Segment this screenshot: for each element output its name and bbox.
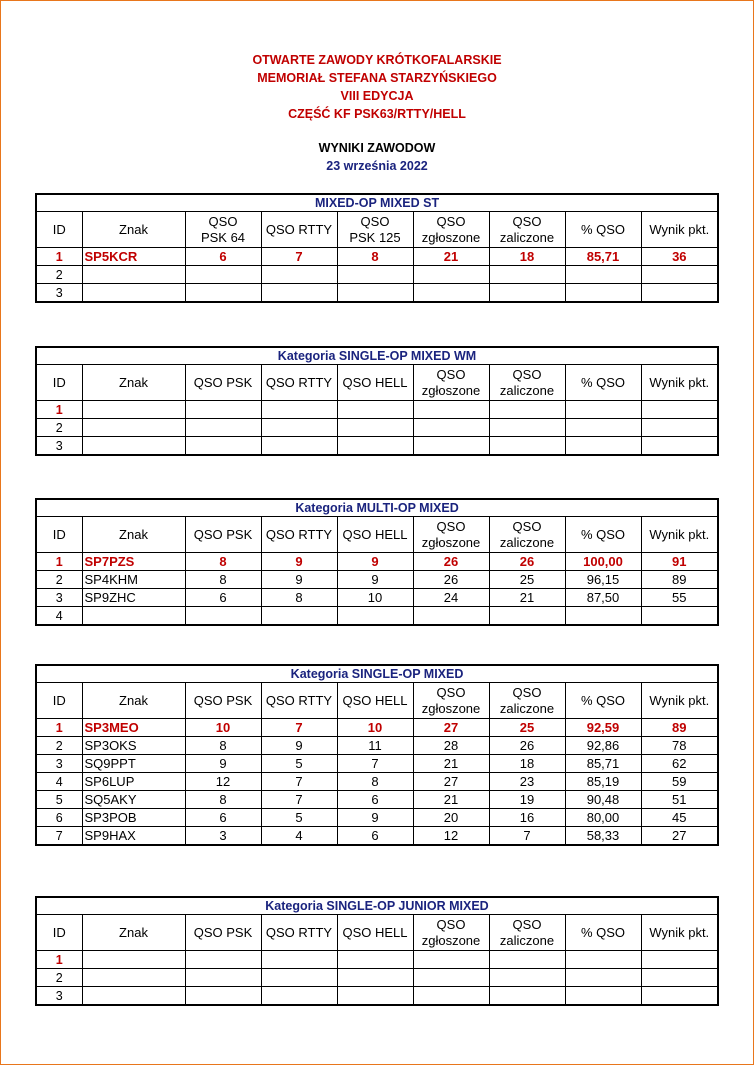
table-cell: [413, 284, 489, 303]
table-cell: 6: [185, 589, 261, 607]
table-cell: 8: [185, 553, 261, 571]
table-cell: 59: [641, 773, 718, 791]
table-cell: [565, 419, 641, 437]
table-cell: [337, 969, 413, 987]
table-cell: 4: [261, 827, 337, 846]
table-cell: 8: [337, 248, 413, 266]
cell-callsign: SP3OKS: [82, 737, 185, 755]
table-cell: 51: [641, 791, 718, 809]
table-cell: [261, 266, 337, 284]
table-cell: 10: [185, 719, 261, 737]
table-cell: [185, 437, 261, 456]
table-cell: [489, 987, 565, 1006]
cell-callsign: [82, 266, 185, 284]
table-row: [36, 571, 718, 589]
cell-id: 1: [36, 951, 82, 969]
column-header: QSO zgłoszone: [413, 212, 489, 248]
column-header: % QSO: [565, 915, 641, 951]
cell-id: 3: [36, 589, 82, 607]
table-cell: 9: [261, 571, 337, 589]
column-header: QSO zgłoszone: [413, 683, 489, 719]
cell-callsign: [82, 951, 185, 969]
table-cell: 23: [489, 773, 565, 791]
cell-id: 2: [36, 969, 82, 987]
table-cell: 7: [261, 248, 337, 266]
column-header: % QSO: [565, 517, 641, 553]
cell-id: 2: [36, 419, 82, 437]
table-cell: 92,86: [565, 737, 641, 755]
table-header-row: [36, 212, 718, 248]
column-header: QSO zgłoszone: [413, 915, 489, 951]
cell-id: 1: [36, 553, 82, 571]
table-cell: [489, 607, 565, 626]
column-header: Znak: [82, 212, 185, 248]
table-cell: [185, 951, 261, 969]
table-cell: [413, 607, 489, 626]
table-cell: [413, 419, 489, 437]
table-cell: 85,71: [565, 755, 641, 773]
table-cell: 91: [641, 553, 718, 571]
table-cell: 21: [413, 248, 489, 266]
table-cell: 6: [185, 809, 261, 827]
table-cell: 12: [413, 827, 489, 846]
cell-id: 5: [36, 791, 82, 809]
table-cell: 8: [185, 791, 261, 809]
table-cell: 5: [261, 755, 337, 773]
table-cell: [489, 266, 565, 284]
table-cell: 9: [261, 553, 337, 571]
table-cell: 6: [337, 791, 413, 809]
table-cell: [641, 266, 718, 284]
column-header: QSO HELL: [337, 517, 413, 553]
table-cell: [489, 437, 565, 456]
column-header: QSO zgłoszone: [413, 365, 489, 401]
cell-callsign: [82, 284, 185, 303]
cell-callsign: SP6LUP: [82, 773, 185, 791]
column-header: QSO PSK: [185, 915, 261, 951]
column-header: % QSO: [565, 365, 641, 401]
column-header: Wynik pkt.: [641, 365, 718, 401]
table-cell: 21: [489, 589, 565, 607]
table-cell: [337, 266, 413, 284]
table-cell: [185, 284, 261, 303]
column-header: QSO RTTY: [261, 212, 337, 248]
column-header: ID: [36, 212, 82, 248]
column-header: Znak: [82, 365, 185, 401]
table-cell: 100,00: [565, 553, 641, 571]
table-cell: [641, 987, 718, 1006]
table-cell: [565, 969, 641, 987]
table-cell: [185, 401, 261, 419]
column-header: QSO zaliczone: [489, 517, 565, 553]
table-cell: 10: [337, 719, 413, 737]
table-cell: [489, 951, 565, 969]
column-header: % QSO: [565, 212, 641, 248]
table-cell: 12: [185, 773, 261, 791]
table-cell: [489, 401, 565, 419]
table-cell: [641, 607, 718, 626]
table-row: [36, 969, 718, 987]
table-cell: 55: [641, 589, 718, 607]
cell-id: 3: [36, 284, 82, 303]
table-cell: [337, 607, 413, 626]
cell-callsign: SP3MEO: [82, 719, 185, 737]
table-cell: [261, 437, 337, 456]
table-cell: 26: [489, 737, 565, 755]
cell-callsign: SP5KCR: [82, 248, 185, 266]
table-cell: [261, 401, 337, 419]
table-cell: 7: [489, 827, 565, 846]
table-cell: 26: [413, 553, 489, 571]
table-header-row: [36, 365, 718, 401]
results-table-2: [35, 346, 719, 456]
table-cell: [261, 607, 337, 626]
cell-id: 3: [36, 987, 82, 1006]
table-cell: 18: [489, 755, 565, 773]
table-cell: [641, 401, 718, 419]
table-cell: 8: [261, 589, 337, 607]
table-row: [36, 401, 718, 419]
column-header: QSO PSK 64: [185, 212, 261, 248]
column-header: QSO PSK: [185, 683, 261, 719]
column-header: QSO PSK 125: [337, 212, 413, 248]
table-cell: 8: [337, 773, 413, 791]
cell-callsign: [82, 419, 185, 437]
cell-id: 4: [36, 607, 82, 626]
column-header: ID: [36, 517, 82, 553]
table-cell: 89: [641, 571, 718, 589]
column-header: QSO zaliczone: [489, 683, 565, 719]
table-row: [36, 987, 718, 1006]
column-header: Wynik pkt.: [641, 915, 718, 951]
table-row: [36, 737, 718, 755]
table-cell: 90,48: [565, 791, 641, 809]
table-cell: [337, 401, 413, 419]
table-cell: 20: [413, 809, 489, 827]
table-cell: 7: [261, 791, 337, 809]
part-title: CZĘŚĆ KF PSK63/RTTY/HELL: [288, 107, 466, 121]
column-header: QSO HELL: [337, 915, 413, 951]
table-cell: 19: [489, 791, 565, 809]
cell-callsign: [82, 401, 185, 419]
table-cell: 80,00: [565, 809, 641, 827]
table-cell: [565, 951, 641, 969]
table-cell: 27: [641, 827, 718, 846]
column-header: QSO zgłoszone: [413, 517, 489, 553]
column-header: ID: [36, 365, 82, 401]
column-header: ID: [36, 683, 82, 719]
table-cell: 9: [337, 809, 413, 827]
column-header: QSO RTTY: [261, 683, 337, 719]
column-header: QSO zaliczone: [489, 365, 565, 401]
table-cell: [641, 419, 718, 437]
table-cell: [641, 284, 718, 303]
table-cell: [261, 951, 337, 969]
column-header: Wynik pkt.: [641, 517, 718, 553]
cell-callsign: SP3POB: [82, 809, 185, 827]
table-cell: [185, 969, 261, 987]
table-row: [36, 809, 718, 827]
table-cell: [641, 437, 718, 456]
column-header: QSO PSK: [185, 517, 261, 553]
table-cell: 89: [641, 719, 718, 737]
table-cell: 62: [641, 755, 718, 773]
table-row: [36, 607, 718, 626]
column-header: Wynik pkt.: [641, 212, 718, 248]
table-cell: [337, 951, 413, 969]
column-header: Znak: [82, 683, 185, 719]
memorial-title: MEMORIAŁ STEFANA STARZYŃSKIEGO: [257, 71, 497, 85]
table-cell: 28: [413, 737, 489, 755]
table-cell: 96,15: [565, 571, 641, 589]
table-cell: 27: [413, 719, 489, 737]
table-cell: 92,59: [565, 719, 641, 737]
cell-id: 4: [36, 773, 82, 791]
table-cell: 85,19: [565, 773, 641, 791]
table-cell: 9: [337, 571, 413, 589]
cell-callsign: [82, 607, 185, 626]
table-cell: [261, 419, 337, 437]
table-row: [36, 437, 718, 456]
cell-callsign: SP4KHM: [82, 571, 185, 589]
table-cell: [261, 969, 337, 987]
column-header: QSO zaliczone: [489, 915, 565, 951]
table-cell: 18: [489, 248, 565, 266]
cell-id: 3: [36, 755, 82, 773]
table-title: Kategoria SINGLE-OP MIXED: [36, 665, 718, 683]
cell-callsign: SP9ZHC: [82, 589, 185, 607]
cell-id: 1: [36, 719, 82, 737]
table-header-row: [36, 915, 718, 951]
results-table-5: [35, 896, 719, 1006]
table-cell: [565, 987, 641, 1006]
cell-id: 2: [36, 571, 82, 589]
table-cell: [261, 284, 337, 303]
table-title: Kategoria MULTI-OP MIXED: [36, 499, 718, 517]
cell-id: 6: [36, 809, 82, 827]
table-cell: [565, 607, 641, 626]
table-row: [36, 827, 718, 846]
table-title: Kategoria SINGLE-OP MIXED WM: [36, 347, 718, 365]
contest-date: 23 września 2022: [326, 159, 428, 173]
table-cell: 87,50: [565, 589, 641, 607]
table-row: [36, 951, 718, 969]
table-row: [36, 755, 718, 773]
results-table-4: [35, 664, 719, 846]
table-cell: [413, 437, 489, 456]
cell-id: 7: [36, 827, 82, 846]
table-cell: [337, 987, 413, 1006]
table-cell: 8: [185, 571, 261, 589]
cell-callsign: SP9HAX: [82, 827, 185, 846]
table-header-row: [36, 683, 718, 719]
table-cell: [185, 607, 261, 626]
table-cell: 6: [185, 248, 261, 266]
column-header: QSO RTTY: [261, 365, 337, 401]
table-cell: 25: [489, 571, 565, 589]
table-cell: 5: [261, 809, 337, 827]
table-row: [36, 719, 718, 737]
table-cell: 26: [489, 553, 565, 571]
column-header: QSO PSK: [185, 365, 261, 401]
table-cell: 24: [413, 589, 489, 607]
column-header: Wynik pkt.: [641, 683, 718, 719]
cell-id: 1: [36, 248, 82, 266]
table-title: Kategoria SINGLE-OP JUNIOR MIXED: [36, 897, 718, 915]
table-cell: 27: [413, 773, 489, 791]
cell-callsign: [82, 969, 185, 987]
cell-id: 3: [36, 437, 82, 456]
table-cell: [261, 987, 337, 1006]
table-cell: 10: [337, 589, 413, 607]
table-cell: [185, 419, 261, 437]
cell-callsign: [82, 437, 185, 456]
table-cell: 78: [641, 737, 718, 755]
table-cell: 45: [641, 809, 718, 827]
table-cell: 26: [413, 571, 489, 589]
column-header: Znak: [82, 915, 185, 951]
table-title: MIXED-OP MIXED ST: [36, 194, 718, 212]
cell-callsign: SQ9PPT: [82, 755, 185, 773]
column-header: QSO RTTY: [261, 517, 337, 553]
column-header: QSO HELL: [337, 683, 413, 719]
table-cell: [565, 401, 641, 419]
table-cell: 11: [337, 737, 413, 755]
table-cell: 9: [337, 553, 413, 571]
table-row: [36, 773, 718, 791]
table-cell: 9: [261, 737, 337, 755]
table-cell: [413, 969, 489, 987]
table-cell: [641, 969, 718, 987]
event-title: OTWARTE ZAWODY KRÓTKOFALARSKIE: [252, 53, 502, 67]
table-row: [36, 791, 718, 809]
table-cell: [185, 987, 261, 1006]
table-cell: 85,71: [565, 248, 641, 266]
column-header: QSO HELL: [337, 365, 413, 401]
cell-callsign: SP7PZS: [82, 553, 185, 571]
table-row: [36, 589, 718, 607]
table-cell: 16: [489, 809, 565, 827]
column-header: Znak: [82, 517, 185, 553]
table-row: [36, 553, 718, 571]
table-row: [36, 419, 718, 437]
table-cell: 25: [489, 719, 565, 737]
table-cell: 7: [261, 773, 337, 791]
table-cell: [185, 266, 261, 284]
table-cell: [641, 951, 718, 969]
table-cell: [489, 419, 565, 437]
cell-id: 1: [36, 401, 82, 419]
table-cell: 8: [185, 737, 261, 755]
table-cell: 21: [413, 791, 489, 809]
table-cell: 58,33: [565, 827, 641, 846]
table-cell: [489, 969, 565, 987]
results-heading: WYNIKI ZAWODOW: [318, 141, 436, 155]
table-cell: [565, 266, 641, 284]
results-table-1: [35, 193, 719, 303]
table-cell: [337, 419, 413, 437]
table-row: [36, 248, 718, 266]
column-header: ID: [36, 915, 82, 951]
table-cell: [565, 437, 641, 456]
column-header: QSO RTTY: [261, 915, 337, 951]
table-cell: [413, 401, 489, 419]
table-cell: 7: [337, 755, 413, 773]
column-header: QSO zaliczone: [489, 212, 565, 248]
table-cell: 9: [185, 755, 261, 773]
column-header: % QSO: [565, 683, 641, 719]
table-header-row: [36, 517, 718, 553]
table-cell: 36: [641, 248, 718, 266]
table-cell: [489, 284, 565, 303]
table-cell: 3: [185, 827, 261, 846]
table-cell: 7: [261, 719, 337, 737]
table-cell: [413, 266, 489, 284]
table-cell: [337, 284, 413, 303]
table-cell: 6: [337, 827, 413, 846]
cell-callsign: [82, 987, 185, 1006]
cell-callsign: SQ5AKY: [82, 791, 185, 809]
cell-id: 2: [36, 737, 82, 755]
table-row: [36, 266, 718, 284]
table-cell: [413, 987, 489, 1006]
table-cell: [337, 437, 413, 456]
table-cell: 21: [413, 755, 489, 773]
cell-id: 2: [36, 266, 82, 284]
results-table-3: [35, 498, 719, 626]
edition-title: VIII EDYCJA: [340, 89, 414, 103]
table-row: [36, 284, 718, 303]
table-cell: [413, 951, 489, 969]
table-cell: [565, 284, 641, 303]
